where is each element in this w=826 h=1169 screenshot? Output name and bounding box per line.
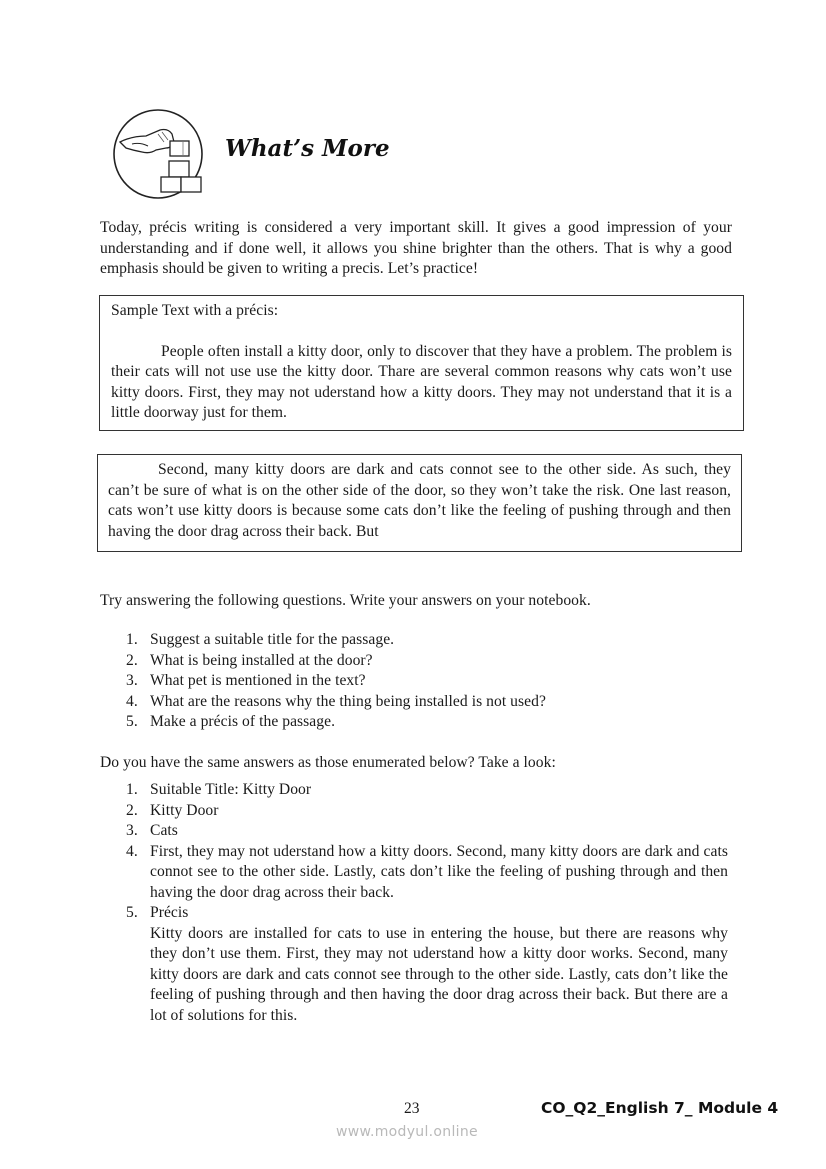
- answer-text: Cats: [150, 822, 178, 839]
- intro-paragraph: Today, précis writing is considered a very important skill. It gives a good impression of your understanding and if done well, it allows you shine brighter than the others. That is why a good emphasis should be given to writing a precis. Let’s practice!: [100, 219, 732, 277]
- answer-item: [100, 801, 728, 822]
- answer-number: 5.: [126, 904, 138, 921]
- section-title: What’s More: [225, 135, 390, 162]
- answers-intro: Do you have the same answers as those enumerated below? Take a look:: [100, 754, 556, 771]
- sample-paragraph-2: Second, many kitty doors are dark and cats connot see to the other side. As such, they can’t be sure of what is on the other side of the door, so they won’t take the risk. One last reason, cats won’t use kitty doors is because some cats don’t like the feeling of pushing through and then having the door drag across their back. But: [108, 461, 731, 540]
- questions-instructions: Try answering the following questions. Write your answers on your notebook.: [100, 592, 591, 609]
- question-text: What pet is mentioned in the text?: [150, 672, 366, 689]
- answer-item: [100, 780, 728, 801]
- module-label: CO_Q2_English 7_ Module 4: [541, 1099, 779, 1117]
- page-number: 23: [404, 1100, 420, 1117]
- sample-text-box-continued: [97, 454, 742, 552]
- answer-text: Kitty Door: [150, 801, 219, 819]
- question-text: Make a précis of the passage.: [150, 713, 336, 730]
- answer-item: [100, 821, 728, 842]
- question-number: 4.: [126, 692, 138, 710]
- question-number: 1.: [126, 631, 138, 648]
- answer-item: [100, 842, 728, 904]
- question-number: 5.: [126, 713, 138, 730]
- sample-text-box: [99, 295, 744, 431]
- answer-number: 1.: [126, 781, 138, 798]
- question-number: 2.: [126, 651, 138, 669]
- answer-number: 4.: [126, 842, 138, 860]
- answer-number: 3.: [126, 822, 138, 839]
- question-item: [100, 630, 740, 651]
- answer-text: First, they may not uderstand how a kitty doors. Second, many kitty doors are dark and cats connot see to the other side. Lastly, cats don’t like the feeling of pushing through and then having the door drag across their back.: [150, 842, 728, 901]
- hand-stacking-blocks-icon: [112, 108, 204, 200]
- question-item: [100, 651, 740, 672]
- watermark: www.modyul.online: [336, 1124, 478, 1140]
- answer-label: Précis: [150, 904, 189, 921]
- precis-text: Kitty doors are installed for cats to use in entering the house, but there are reasons why they don’t use them. First, they may not uderstand how a kitty door works. Second, many kitty doors are dark and cats connot see through to the other side. Lastly, cats don’t like the feeling of pushing through and then having the door drag across their back. But there are a lot of solutions for this.: [150, 924, 728, 1024]
- question-item: [100, 692, 740, 713]
- sample-text-heading: Sample Text with a précis:: [111, 302, 279, 319]
- question-text: Suggest a suitable title for the passage.: [150, 631, 395, 648]
- question-text: What are the reasons why the thing being installed is not used?: [150, 692, 546, 710]
- question-number: 3.: [126, 672, 138, 689]
- answer-text: Suitable Title: Kitty Door: [150, 781, 312, 798]
- answers-list: [100, 780, 728, 1026]
- question-item: [100, 712, 740, 733]
- questions-list: [100, 630, 740, 733]
- sample-paragraph-1: People often install a kitty door, only to discover that they have a problem. The problem is their cats will not use use the kitty door. Thare are several common reasons why cats won’t use kitty doors. First, they may not uderstand how a kitty doors. They may not understand that it is a little doorway just for them.: [111, 342, 732, 421]
- answer-number: 2.: [126, 801, 138, 819]
- answer-item: [100, 903, 728, 1026]
- question-text: What is being installed at the door?: [150, 651, 373, 669]
- question-item: [100, 671, 740, 692]
